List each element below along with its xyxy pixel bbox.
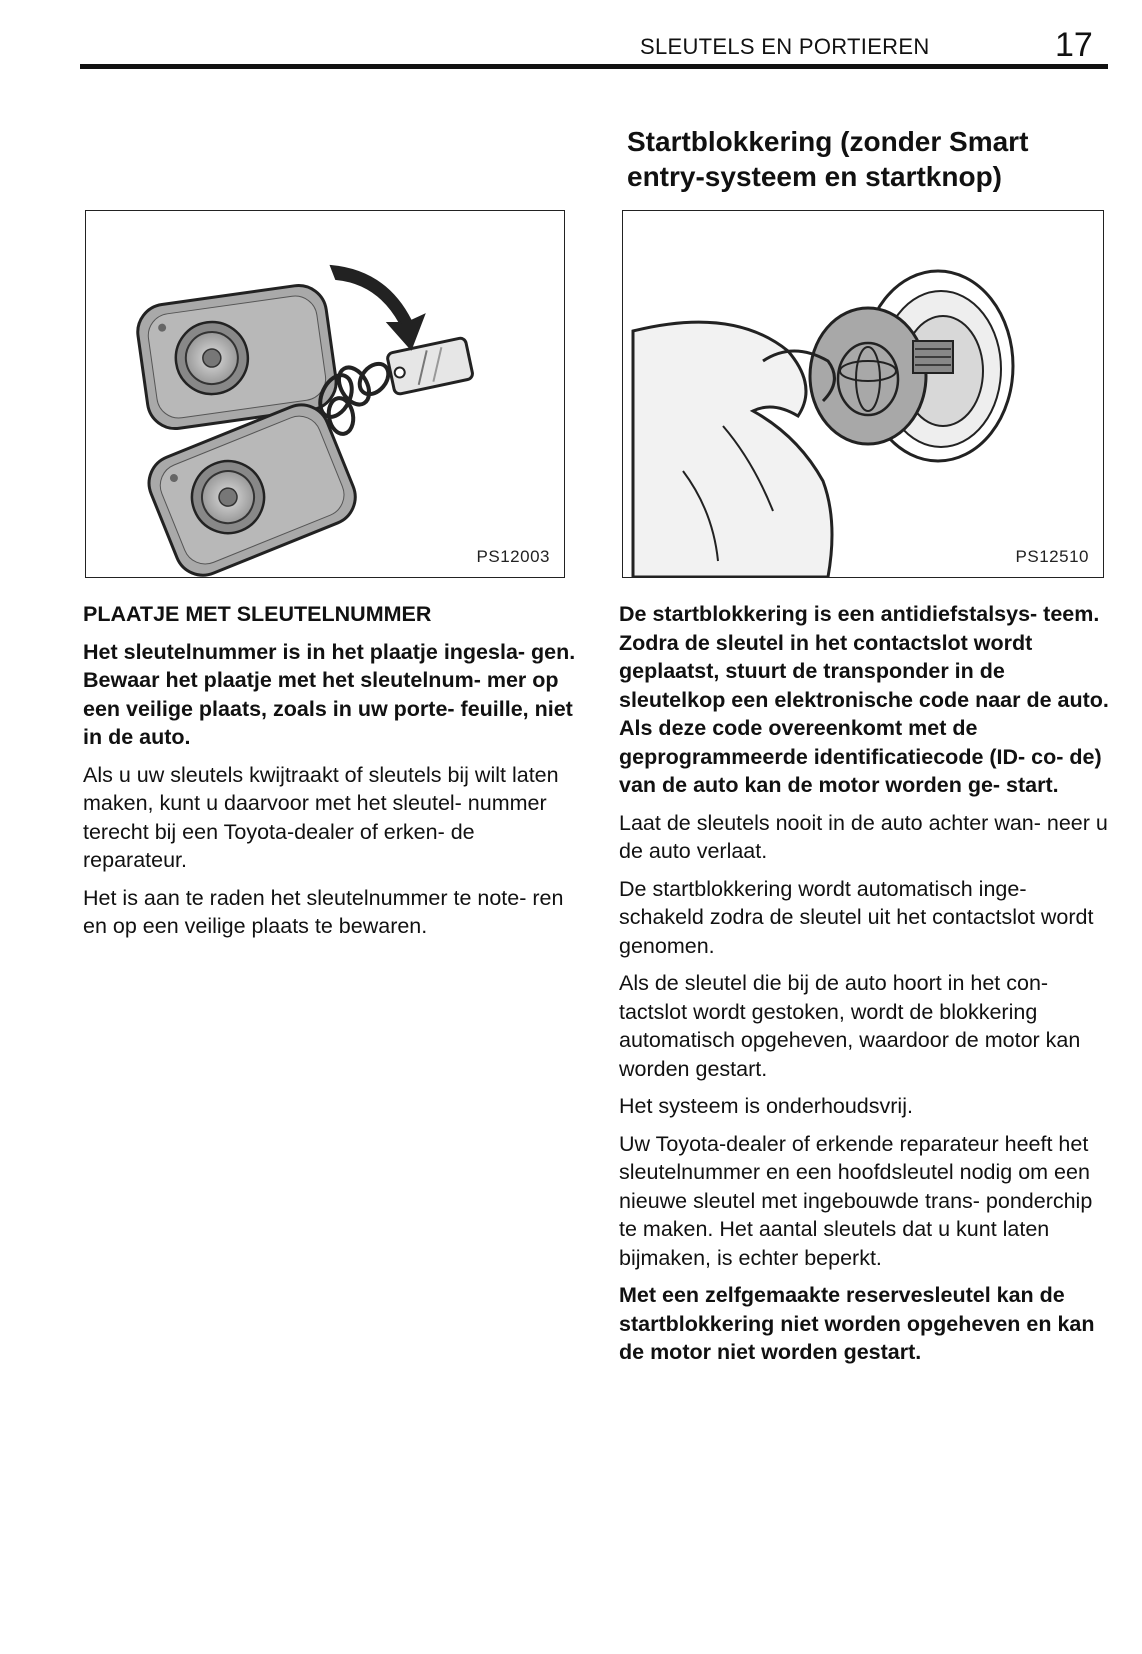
running-header: SLEUTELS EN PORTIEREN	[640, 34, 930, 59]
section-title: Startblokkering (zonder Smart entry‑systeem en startknop)	[627, 126, 1029, 192]
paragraph: Het systeem is onderhoudsvrij.	[619, 1094, 913, 1118]
bold-paragraph: Het sleutelnummer is in het plaatje ingesla‑ gen. Bewaar het plaatje met het sleutelnum‑ mer op een veilige plaats, zoals in uw porte‑ feuille, niet in de auto.	[83, 639, 576, 749]
paragraph: De startblokkering wordt automatisch inge‑ schakeld zodra de sleutel uit het contactslot wordt genomen.	[619, 876, 1094, 958]
paragraph: Uw Toyota‑dealer of erkende reparateur heeft het sleutelnummer en een hoofdsleutel nodig om een nieuwe sleutel met ingebouwde trans‑ ponderchip te maken. Het aantal sleutels dat u kunt laten bijmaken, is echter beperkt.	[619, 1131, 1093, 1270]
figure-code: PS12003	[476, 547, 550, 566]
right-column	[619, 600, 1111, 1376]
hand	[633, 322, 834, 577]
paragraph: Het is aan te raden het sleutelnummer te note‑ ren en op een veilige plaats te bewaren.	[83, 885, 564, 938]
bold-intro: De startblokkering is een antidiefstalsys‑ teem. Zodra de sleutel in het contactslot wordt geplaatst, stuurt de transponder in de sleutelkop een elektronische code naar de auto. Als deze code overeenkomt met de geprogrammeerde identificatiecode (ID‑ co‑ de) van de auto kan de motor worden ge‑ start.	[619, 602, 1109, 797]
key-number-plate	[387, 337, 474, 395]
key-number-plate-figure	[85, 210, 565, 578]
figure-code: PS12510	[1015, 547, 1089, 566]
paragraph: Als u uw sleutels kwijtraakt of sleutels bij wilt laten maken, kunt u daarvoor met het sleutel‑ nummer terecht bij een Toyota‑dealer of erken‑ de reparateur.	[83, 762, 559, 872]
paragraph: Laat de sleutels nooit in de auto achter wan‑ neer u de auto verlaat.	[619, 810, 1108, 863]
key-fob-illustration	[86, 211, 564, 577]
page-number: 17	[1055, 26, 1093, 64]
header-rule	[80, 64, 1108, 69]
pointer-arrow-icon	[331, 266, 424, 349]
left-column	[83, 600, 577, 950]
subheading: PLAATJE MET SLEUTELNUMMER	[83, 602, 432, 626]
ignition-illustration	[623, 211, 1103, 577]
paragraph: Als de sleutel die bij de auto hoort in het con‑ tactslot wordt gestoken, wordt de blokkering automatisch opgeheven, waardoor de motor kan worden gestart.	[619, 971, 1081, 1081]
ignition-key-figure	[622, 210, 1104, 578]
bold-warning: Met een zelfgemaakte reservesleutel kan de startblokkering niet worden opgeheven en kan de motor niet worden gestart.	[619, 1283, 1095, 1364]
